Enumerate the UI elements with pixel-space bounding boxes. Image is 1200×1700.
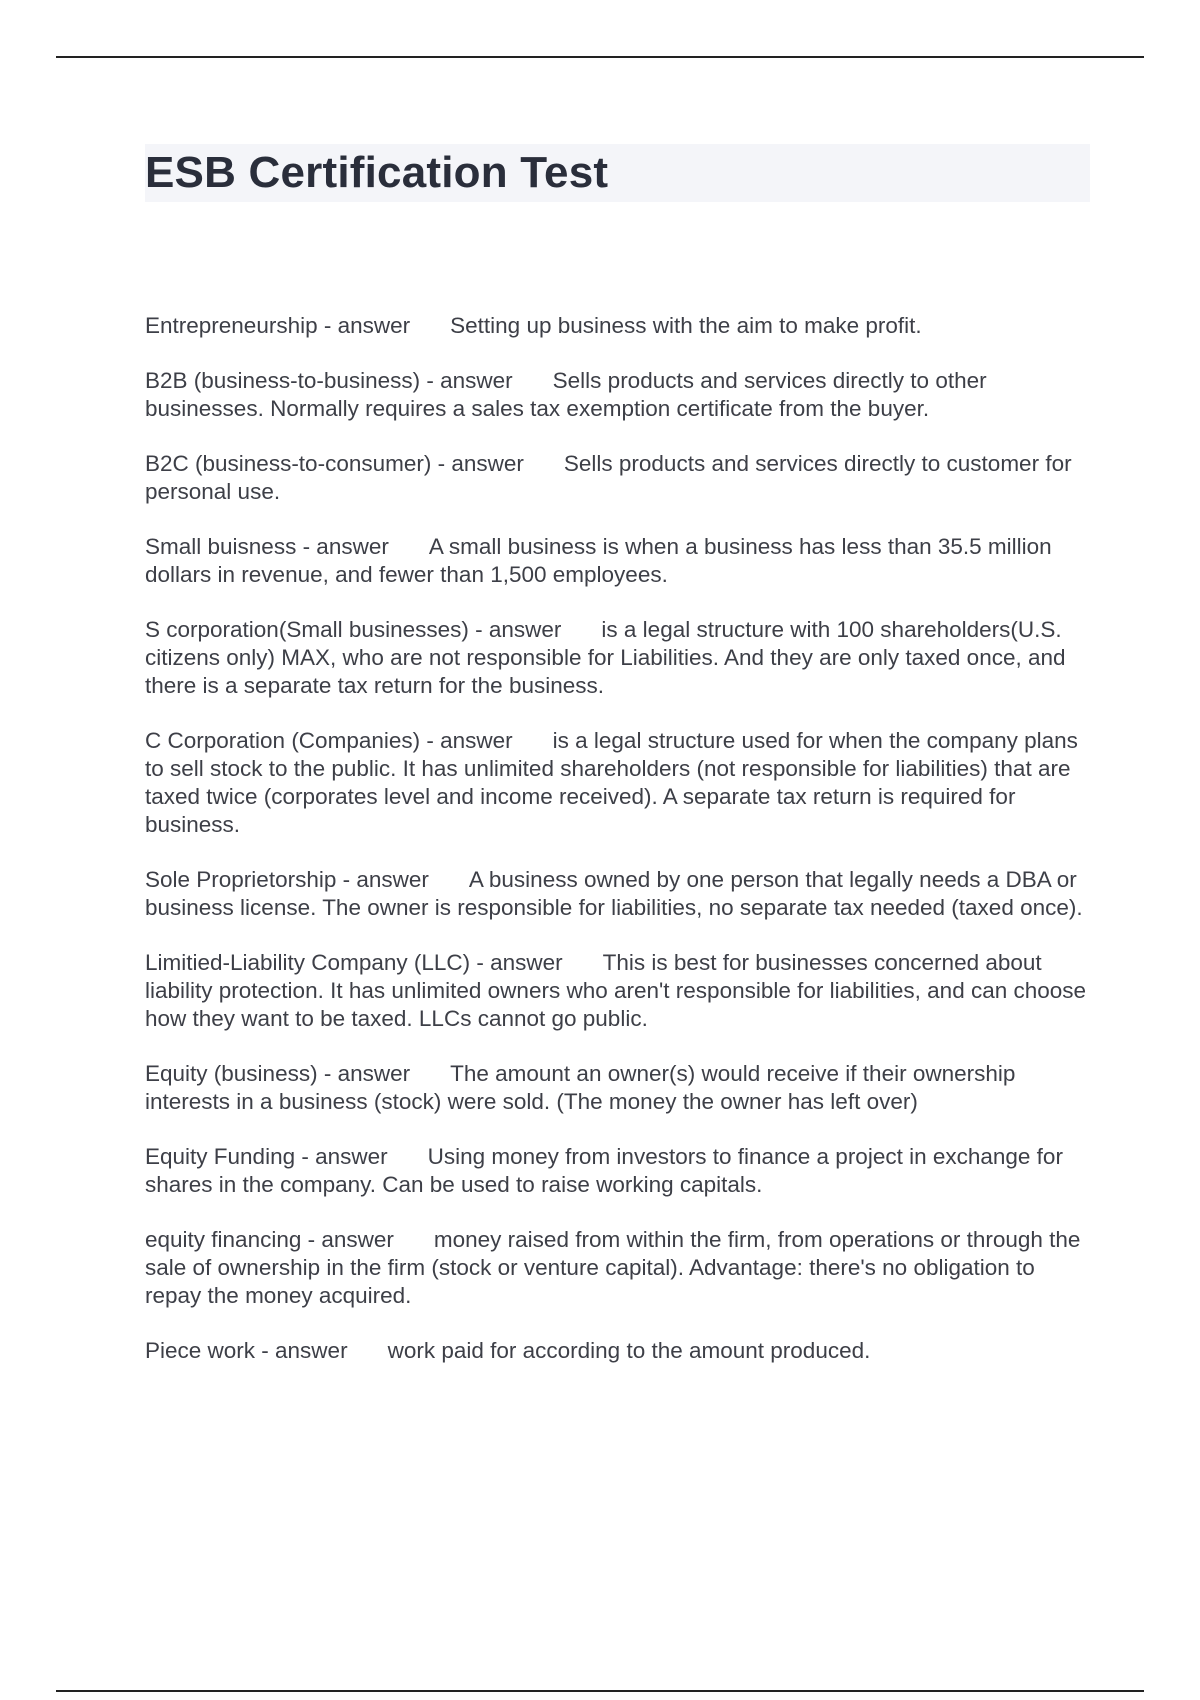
- flashcard-entry: [145, 616, 1090, 700]
- top-rule: [56, 56, 1144, 58]
- entry-term: C Corporation (Companies) - answer: [145, 728, 513, 753]
- entry-term: Equity (business) - answer: [145, 1061, 411, 1086]
- flashcard-entry: [145, 1226, 1090, 1310]
- flashcard-entry: [145, 312, 1090, 340]
- flashcard-entry: [145, 1060, 1090, 1116]
- entry-term: Limitied-Liability Company (LLC) - answer: [145, 950, 563, 975]
- entry-definition: This is best for businesses concerned about liability protection. It has unlimited owners who aren't responsible for liabilities, and can choose how they want to be taxed. LLCs cannot go public.: [145, 950, 1087, 1031]
- entry-term: Equity Funding - answer: [145, 1144, 388, 1169]
- entry-term: B2B (business-to-business) - answer: [145, 368, 513, 393]
- entry-term: S corporation(Small businesses) - answer: [145, 617, 562, 642]
- flashcard-entry: [145, 949, 1090, 1033]
- entry-definition: is a legal structure used for when the company plans to sell stock to the public. It has unlimited shareholders (not responsible for liabilities) that are taxed twice (corporates level and income received). A separate tax return is required for business.: [145, 728, 1078, 837]
- bottom-rule: [56, 1690, 1144, 1692]
- entry-term: Entrepreneurship - answer: [145, 313, 411, 338]
- entry-term: equity financing - answer: [145, 1227, 394, 1252]
- entry-definition: work paid for according to the amount produced.: [387, 1338, 871, 1363]
- entry-term: Sole Proprietorship - answer: [145, 867, 429, 892]
- entry-definition: A small business is when a business has less than 35.5 million dollars in revenue, and fewer than 1,500 employees.: [145, 534, 1052, 587]
- entry-definition: Sells products and services directly to other businesses. Normally requires a sales tax exemption certificate from the buyer.: [145, 368, 987, 421]
- entry-definition: money raised from within the firm, from operations or through the sale of ownership in the firm (stock or venture capital). Advantage: there's no obligation to repay the money acquired.: [145, 1227, 1081, 1308]
- entry-term: Small buisness - answer: [145, 534, 389, 559]
- entry-term: B2C (business-to-consumer) - answer: [145, 451, 524, 476]
- flashcard-entry: [145, 533, 1090, 589]
- entry-definition: Sells products and services directly to customer for personal use.: [145, 451, 1072, 504]
- flashcard-entry: [145, 727, 1090, 839]
- entry-definition: The amount an owner(s) would receive if their ownership interests in a business (stock) were sold. (The money the owner has left over): [145, 1061, 1016, 1114]
- page-title: ESB Certification Test: [145, 148, 609, 197]
- flashcard-entry: [145, 866, 1090, 922]
- flashcard-entry: [145, 450, 1090, 506]
- entry-definition: Using money from investors to finance a project in exchange for shares in the company. Can be used to raise working capitals.: [145, 1144, 1063, 1197]
- entry-definition: A business owned by one person that legally needs a DBA or business license. The owner is responsible for liabilities, no separate tax needed (taxed once).: [145, 867, 1083, 920]
- flashcard-entry: [145, 1337, 1090, 1365]
- flashcard-entry: [145, 1143, 1090, 1199]
- entry-definition: is a legal structure with 100 shareholders(U.S. citizens only) MAX, who are not responsible for Liabilities. And they are only taxed once, and there is a separate tax return for the business.: [145, 617, 1066, 698]
- flashcard-list: [145, 312, 1090, 1392]
- entry-term: Piece work - answer: [145, 1338, 348, 1363]
- entry-definition: Setting up business with the aim to make profit.: [450, 313, 922, 338]
- flashcard-entry: [145, 367, 1090, 423]
